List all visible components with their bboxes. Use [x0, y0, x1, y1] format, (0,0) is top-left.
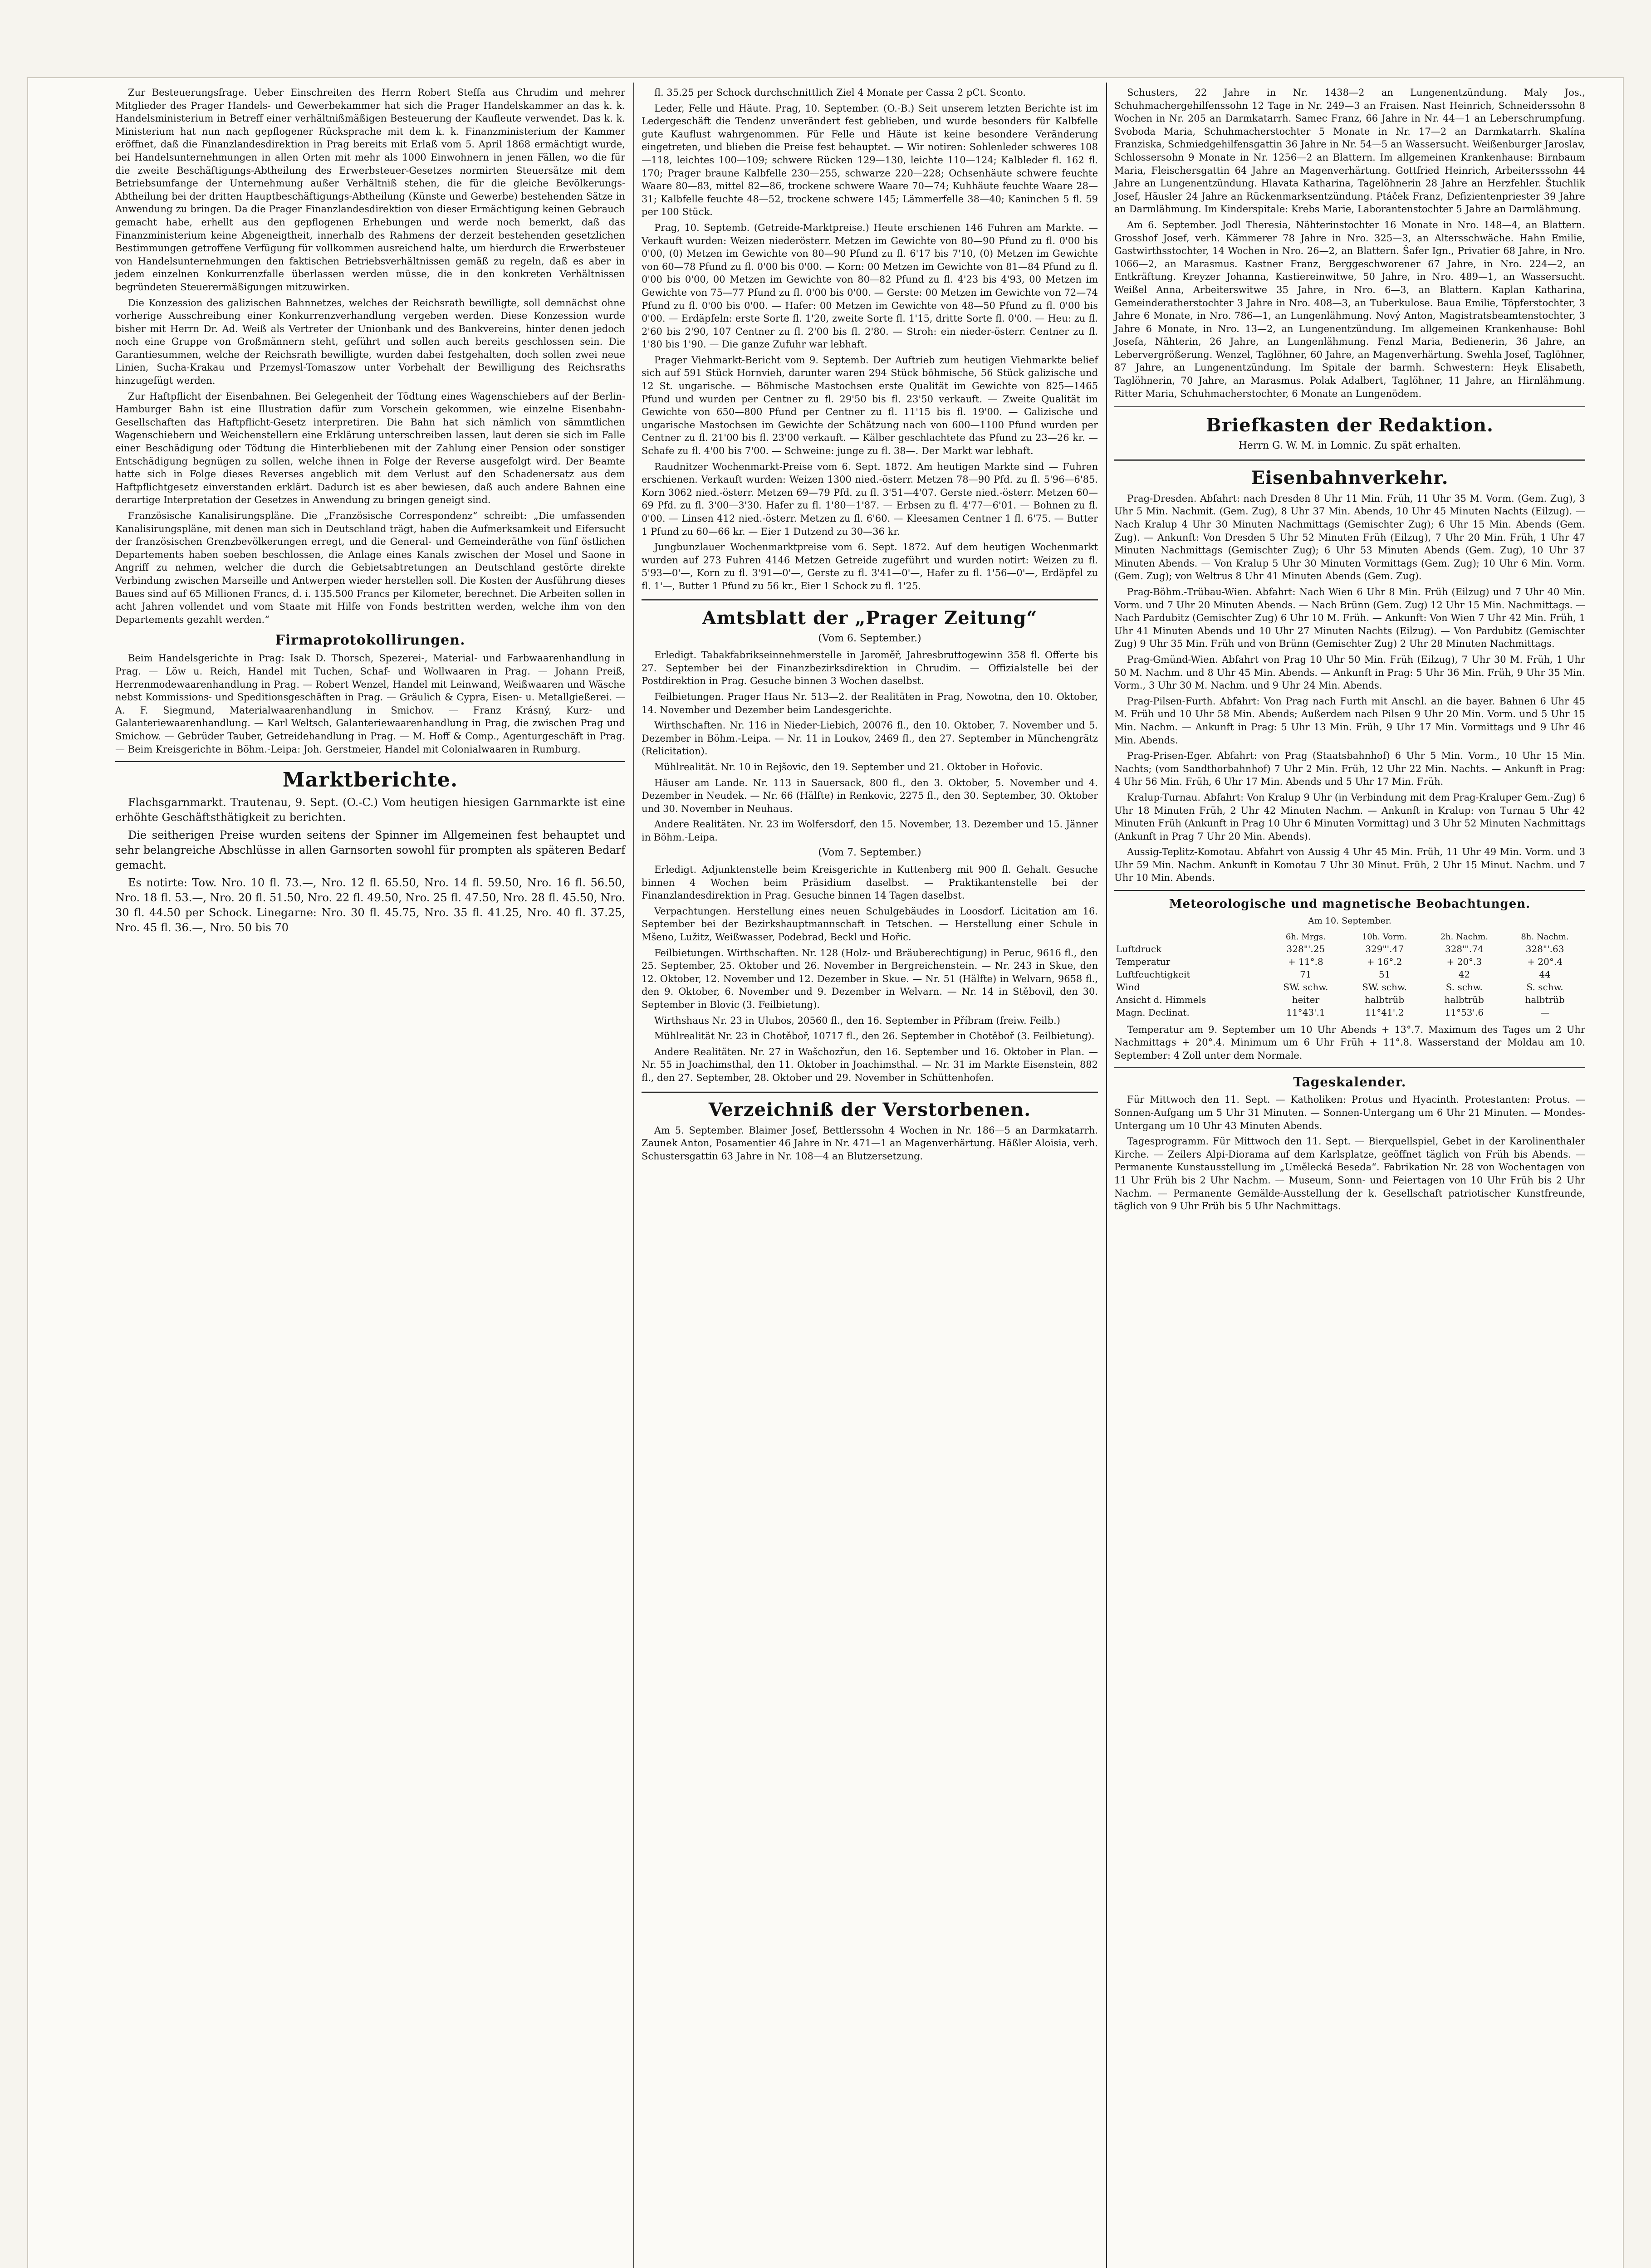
- heading-firmaprotokollirungen: Firmaprotokollirungen.: [275, 632, 465, 649]
- meteo-notes: Temperatur am 9. September um 10 Uhr Abends + 13°.7. Maximum des Tages um 2 Uhr Nachmittags + 20°.4. Minimum um 6 Uhr Früh + 11°.8. Wasserstand der Moldau am 10. September: 4 Zoll unter dem Normale.: [1114, 1024, 1585, 1061]
- bahn-prag-wien: Prag-Böhm.-Trübau-Wien. Abfahrt: Nach Wien 6 Uhr 8 Min. Früh (Eilzug) und 7 Uhr 40 Min. Vorm. und 7 Uhr 20 Minuten Abends. — Nach Brünn (Gem. Zug) 12 Uhr 15 Min. Nachmittags. — Nach Pardubitz (Gemischter Zug) 6 Uhr 10 M. Früh. — Ankunft: Von Wien 7 Uhr 42 Min. Früh, 1 Uhr 41 Minuten Abends und 10 Uhr 27 Minuten Nachts (Eilzug). — Von Pardubitz (Gemischter Zug) 9 Uhr 35 Min. Früh und von Brünn (Gemischter Zug) 2 Uhr 28 Minuten Nachmittags.: [1114, 587, 1585, 650]
- article-flachsgarn-notiz: Es notirte: Tow. Nro. 10 fl. 73.—, Nro. 12 fl. 65.50, Nro. 14 fl. 59.50, Nro. 16 fl. 56.50, Nro. 18 fl. 53.—, Nro. 20 fl. 51.50, Nro. 22 fl. 49.50, Nro. 25 fl. 47.50, Nro. 28 fl. 45.50, Nro. 30 fl. 44.50 per Schock. Linegarne: Nro. 30 fl. 45.75, Nro. 35 fl. 41.25, Nro. 40 fl. 37.25, Nro. 45 fl. 36.—, Nro. 50 bis 70: [115, 876, 625, 934]
- meteo-cell: 11°41'.2: [1365, 1007, 1404, 1018]
- article-konzession: Die Konzession des galizischen Bahnnetzes, welches der Reichsrath bewilligte, soll demnächst ohne vorherige Ausschreibung einer Konkurrenzverhandlung vergeben werden. Diese Konzession wurde bisher mit Herrn Dr. Ad. Weiß als Vertreter der Unionbank und des Bankvereins, hinter denen jedoch noch eine Gruppe von Großmännern steht, geführt und sollen auch bereits geschlossen sein. Die Garantiesummen, welche der Reichsrath bewilligte, wurden dabei festgehalten, doch sollen zwei neue Linien, Sucha-Krakau und Przemysl-Tomaszow unter Vorbehalt der Bewilligung des Reichsraths hinzugefügt werden.: [115, 297, 625, 386]
- article-jungbunzlau: Jungbunzlauer Wochenmarktpreise vom 6. Sept. 1872. Auf dem heutigen Wochenmarkt wurden auf 273 Fuhren 4146 Metzen Getreide zugeführt und wurden notirt: Weizen zu fl. 5'93—0'—, Korn zu fl. 3'91—0'—, Gerste zu fl. 3'41—0'—, Hafer zu fl. 1'56—0'—, Erdäpfel zu fl. 1'—, Butter 1 Pfund zu 56 kr., Eier 1 Schock zu fl. 1'25.: [642, 542, 1098, 591]
- meteo-date: Am 10. September.: [1308, 916, 1391, 926]
- divider: [1114, 1067, 1585, 1068]
- meteo-header-cell: 6h. Mrgs.: [1285, 932, 1326, 942]
- meteo-row: [1114, 993, 1585, 1006]
- divider: [1114, 406, 1585, 408]
- meteo-cell: S. schw.: [1445, 981, 1483, 992]
- article-leder: Leder, Felle und Häute. Prag, 10. September. (O.-B.) Seit unserem letzten Berichte ist im Ledergeschäft die Tendenz unverändert fest geblieben, und wurde besonders für Kalbfelle gute Kauflust wahrgenommen. Für Felle und Häute ist keine besondere Veränderung eingetreten, und blieben die Preise fest behauptet. — Wir notiren: Sohlenleder schweres 108—118, leichtes 100—109; schwere Rücken 129—130, leichte 110—124; Kalbleder fl. 162 fl. 170; Prager braune Kalbfelle 230—255, schwarze 220—228; Ochsenhäute schwere feuchte Waare 80—83, mittel 82—86, trockene schwere Waare 70—74; Kuhhäute feuchte Waare 28—31; Kalbfelle feuchte 48—52, trockene schwere 145; Lämmerfelle 38—40; Kaninchen 5 fl. 59 per 100 Stück.: [642, 103, 1098, 218]
- meteo-cell: Magn. Declinat.: [1116, 1007, 1190, 1018]
- meteo-cell: 71: [1300, 968, 1312, 980]
- bahn-aussig-komotau: Aussig-Teplitz-Komotau. Abfahrt von Aussig 4 Uhr 45 Min. Früh, 11 Uhr 49 Min. Vorm. und 3 Uhr 59 Min. Nachm. Ankunft in Komotau 7 Uhr 30 Minut. Früh, 2 Uhr 15 Minut. Nachm. und 7 Uhr 10 Min. Abends.: [1114, 846, 1585, 884]
- verstorbene-5-sept: Am 5. September. Blaimer Josef, Bettlerssohn 4 Wochen in Nr. 186—5 an Darmkatarrh. Zaunek Anton, Posamentier 46 Jahre in Nr. 471—1 an Magenverhärtung. Häßler Aloisia, verh. Schustersgattin 63 Jahre in Nr. 108—4 an Blutzersetzung.: [642, 1124, 1098, 1162]
- amtsblatt-feilbietungen-2: Feilbietungen. Wirthschaften. Nr. 128 (Holz- und Bräuberechtigung) in Peruc, 9616 fl., den 25. September, 25. Oktober und 26. November in Bergreichenstein. — Nr. 243 in Skue, den 12. Oktober, 12. November und 12. Dezember in Skue. — Nr. 51 (Hälfte) in Welvarn, 9658 fl., den 9. Oktober, 6. November und 9. Dezember in Welvarn. — Nr. 14 in Stěbovil, den 30. September in Blovic (3. Feilbietung).: [642, 947, 1098, 1010]
- meteo-row: [1114, 968, 1585, 981]
- article-getreide-markt: Prag, 10. Septemb. (Getreide-Marktpreise.) Heute erschienen 146 Fuhren am Markte. — Verkauft wurden: Weizen niederösterr. Metzen im Gewichte von 80—90 Pfund zu fl. 0'00 bis 0'00, (0) Metzen im Gewichte von 80—90 Pfund zu fl. 6'17 bis 7'10, (0) Metzen im Gewichte von 60—78 Pfund zu fl. 0'00 bis 0'00. — Korn: 00 Metzen im Gewichte von 81—84 Pfund zu fl. 0'00 bis 0'00, 00 Metzen im Gewichte von 80—82 Pfund zu fl. 4'23 bis 4'93, 00 Metzen im Gewichte von 75—77 Pfund zu fl. 0'00 bis 0'00. — Gerste: 00 Metzen im Gewichte von 72—74 Pfund zu fl. 0'00 bis 0'00. — Hafer: 00 Metzen im Gewichte von 48—50 Pfund zu fl. 0'00 bis 0'00. — Erdäpfeln: erste Sorte fl. 1'20, zweite Sorte fl. 1'15, dritte Sorte fl. 0'00. — Heu: zu fl. 2'60 bis 2'90, 107 Centner zu fl. 2'00 bis fl. 2'80. — Stroh: ein nieder-österr. Centner zu fl. 1'80 bis 1'90. — Die ganze Zufuhr war lebhaft.: [642, 222, 1098, 350]
- meteo-cell: + 20°.3: [1446, 956, 1482, 967]
- divider: [642, 599, 1098, 601]
- amtsblatt-wirthshaus: Wirthshaus Nr. 23 in Ulubos, 20560 fl., den 16. September in Příbram (freiw. Feilb.): [654, 1015, 1060, 1026]
- article-flachsgarnmarkt: Flachsgarnmarkt. Trautenau, 9. Sept. (O.-C.) Vom heutigen hiesigen Garnmarkte ist eine erhöhte Geschäftsthätigkeit zu berichten.: [115, 796, 625, 824]
- article-flachsgarn-fortsetzung: fl. 35.25 per Schock durchschnittlich Ziel 4 Monate per Cassa 2 pCt. Sconto.: [654, 87, 1026, 98]
- heading-verstorbene: Verzeichniß der Verstorbenen.: [708, 1099, 1031, 1120]
- meteo-header-cell: 8h. Nachm.: [1521, 932, 1569, 942]
- meteo-cell: + 20°.4: [1527, 956, 1563, 967]
- meteo-cell: + 16°.2: [1367, 956, 1402, 967]
- meteo-cell: S. schw.: [1526, 981, 1563, 992]
- amtsblatt-muehlrealitaet: Mühlrealität. Nr. 10 in Rejšovic, den 19. September und 21. Oktober in Hořovic.: [654, 761, 1043, 772]
- article-kanalisirung: Französische Kanalisirungspläne. Die „Französische Correspondenz“ schreibt: „Die umfassenden Kanalisirungspläne, mit denen man sich in Deutschland trägt, haben die Aufmerksamkeit und Eifersucht der französischen Grenzbevölkerungen erregt, und die General- und Gemeinderäthe von fünf östlichen Departements haben soeben beschlossen, die Anlage eines Kanals zwischen der Mosel und Saone in Angriff zu nehmen, welcher die durch die Gebietsabtretungen an Deutschland gestörte direkte Verbindung zwischen Marseille und Antwerpen wieder herstellen soll. Die Kosten der Ausführung dieses Baues sind auf 65 Millionen Francs, d. i. 135.500 Francs per Kilometer, berechnet. Die Arbeiten sollen in acht Jahren vollendet und vom Staate mit Hilfe von Fonds bestritten werden, welche ihm von den Departements gezahlt werden.“: [115, 510, 625, 625]
- verstorbene-6-sept: Am 6. September. Jodl Theresia, Nähterinstochter 16 Monate in Nro. 148—4, an Blattern. Grosshof Josef, verh. Kämmerer 78 Jahre in Nro. 325—3, an Altersschwäche. Hahn Emilie, Gastwirthsstochter, 14 Wochen in Nro. 26—2, an Blattern. Šafer Ign., Privatier 68 Jahre, in Nro. 1066—2, an Marasmus. Kastner Franz, Berggeschworener 67 Jahre, in Nro. 224—2, an Entkräftung. Kreyzer Johanna, Kastiereinwitwe, 50 Jahre, in Nro. 489—1, an Wassersucht. Weißel Anna, Arbeiterswitwe 35 Jahre, in Nro. 6—3, an Blattern. Kaplan Katharina, Gemeinderatherstochter 3 Jahre in Nro. 408—3, an Tuberkulose. Baua Emilie, Töpferstochter, 3 Jahre 6 Monate, in Nro. 786—1, an Lungenlähmung. Nový Anton, Magistratsbeamtenstochter, 3 Jahre 6 Monate, in Nro. 13—2, an Lungenentzündung. Im allgemeinen Krankenhause: Bohl Josefa, Nähterin, 26 Jahre, an Lungenlähmung. Fenzl Maria, Bedienerin, 36 Jahre, an Lebervergrößerung. Wenzel, Taglöhner, 60 Jahre, an Magenverhärtung. Swehla Josef, Taglöhner, 87 Jahre, an Lungenentzündung. Im Spitale der barmh. Schwestern: Heyk Elisabeth, Taglöhnerin, 70 Jahre, an Marasmus. Polak Adalbert, Taglöhner, 11 Jahre, an Hirnlähmung. Ritter Maria, Schuhmacherstochter, 6 Monate an Lungenödem.: [1114, 219, 1585, 399]
- article-viehmarkt: Prager Viehmarkt-Bericht vom 9. Septemb. Der Auftrieb zum heutigen Viehmarkte belief sich auf 591 Stück Hornvieh, darunter waren 294 Stück böhmische, 56 Stück galizische und 12 St. ungarische. — Böhmische Mastochsen erste Qualität im Gewichte von 825—1465 Pfund und wurden per Centner zu fl. 29'50 bis fl. 23'50 verkauft. — Zweite Qualität im Gewichte von 650—800 Pfund per Centner zu fl. 11'15 bis fl. 19'00. — Galizische und ungarische Mastochsen im Gewichte der Schätzung nach von 600—1100 Pfund wurden per Centner zu fl. 21'00 bis fl. 23'00 verkauft. — Kälber geschlachtete das Pfund zu 23—26 kr. — Schafe zu fl. 4'00 bis 7'00. — Schweine: junge zu fl. 38—. Der Markt war lebhaft.: [642, 354, 1098, 457]
- amtsblatt-date: (Vom 6. September.): [818, 632, 921, 644]
- column-1: [108, 86, 632, 2268]
- article-haftpflicht: Zur Haftpflicht der Eisenbahnen. Bei Gelegenheit der Tödtung eines Wagenschiebers auf der Berlin-Hamburger Bahn ist eine Illustration dafür zum Vorschein gekommen, wie einzelne Eisenbahn-Gesellschaften das Haftpflicht-Gesetz interpretiren. Die Bahn hat sich nämlich von sämmtlichen Wagenschiebern und Weichenstellern eine Erklärung unterschreiben lassen, laut deren sie sich im Falle einer Beschädigung oder Tödtung die Hinterbliebenen mit der Zahlung einer Pension oder sonstiger Entschädigung begnügen zu sollen, welche ihnen in Folge der Reverse ausgefolgt wird. Der Beamte hatte sich in Folge dieses Reverses angeblich mit dem Verlust auf den Schadenersatz aus dem Haftpflichtgesetz einverstanden erklärt. Dadurch ist es aber bewiesen, daß auch andere Bahnen eine derartige Interpretation der Gesetzes in Anwendung zu bringen geneigt sind.: [115, 391, 625, 506]
- meteo-cell: + 11°.8: [1288, 956, 1323, 967]
- briefkasten-text: Herrn G. W. M. in Lomnic. Zu spät erhalten.: [1238, 440, 1461, 452]
- tageskalender-text: Für Mittwoch den 11. Sept. — Katholiken: Protus und Hyacinth. Protestanten: Protus. — Sonnen-Aufgang um 5 Uhr 31 Minuten. — Sonnen-Untergang um 6 Uhr 21 Minuten. — Mondes-Untergang um 10 Uhr 43 Minuten Abends.: [1114, 1094, 1585, 1131]
- amtsblatt-muehlrealitaet-2: Mühlrealität Nr. 23 in Chotěboř, 10717 fl., den 26. September in Chotěboř (3. Feilbietung).: [654, 1031, 1095, 1042]
- meteo-header-cell: 10h. Vorm.: [1362, 932, 1407, 942]
- meteo-cell: 11°53'.6: [1445, 1007, 1484, 1018]
- bahn-prag-dresden: Prag-Dresden. Abfahrt: nach Dresden 8 Uhr 11 Min. Früh, 11 Uhr 35 M. Vorm. (Gem. Zug), 3 Uhr 5 Min. Nachmit. (Gem. Zug), 8 Uhr 37 Min. Abends, 10 Uhr 45 Minuten Nachts (Eilzug). — Nach Kralup 4 Uhr 30 Minuten Nachmittags (Gemischter Zug); 6 Uhr 15 Min. Abends (Gem. Zug). — Ankunft: Von Dresden 5 Uhr 52 Minuten Früh (Eilzug), 7 Uhr 20 Min. Früh, 1 Uhr 47 Minuten Nachmittags (Gemischter Zug); 6 Uhr 53 Minuten Abends (Gem. Zug), 10 Uhr 37 Minuten Abends. — Von Kralup 5 Uhr 30 Minuten Vormittags (Gem. Zug); 10 Uhr 6 Min. Vorm. (Gem. Zug); von Weltrus 8 Uhr 41 Minuten Abends (Gem. Zug).: [1114, 493, 1585, 582]
- meteo-cell: 42: [1458, 968, 1470, 980]
- meteo-cell: 328"'.63: [1525, 943, 1564, 954]
- meteo-cell: heiter: [1292, 994, 1320, 1005]
- amtsblatt-erledigt: Erledigt. Tabakfabrikseinnehmerstelle in Jaroměř, Jahresbruttogewinn 358 fl. Offerte bis 27. September bei der Finanzbezirksdirektion in Chrudim. — Offizialstelle bei der Postdirektion in Prag. Gesuche binnen 3 Wochen daselbst.: [642, 650, 1098, 687]
- heading-tageskalender: Tageskalender.: [1293, 1075, 1406, 1090]
- article-firmaprotokollirungen: Beim Handelsgerichte in Prag: Isak D. Thorsch, Spezerei-, Material- und Farbwaarenhandlung in Prag. — Löw u. Reich, Handel mit Tuchen, Schaf- und Wollwaaren in Prag. — Johann Preiß, Herrenmodewaarenhandlung in Prag. — Robert Wenzel, Handel mit Leinwand, Weißwaaren und Wäsche nebst Kommissions- und Speditionsgeschäften in Prag. — Gräulich & Cypra, Eisen- u. Metallgießerei. — A. F. Siegmund, Materialwaarenhandlung in Smichov. — Franz Krásný, Kurz- und Galanteriewaarenhandlung. — Karl Weltsch, Galanteriewaarenhandlung in Prag, die zwischen Prag und Smichow. — Gebrüder Tauber, Getreidehandlung in Prag. — M. Hoff & Comp., Agenturgeschäft in Prag. — Beim Kreisgerichte in Böhm.-Leipa: Joh. Gerstmeier, Handel mit Colonialwaaren in Rumburg.: [115, 653, 625, 755]
- meteo-cell: Wind: [1116, 981, 1140, 992]
- meteo-cell: —: [1540, 1007, 1550, 1018]
- heading-marktberichte: Marktberichte.: [282, 768, 458, 792]
- meteo-cell: 329"'.47: [1365, 943, 1404, 954]
- column-3: [1107, 86, 1592, 2268]
- meteo-cell: halbtrüb: [1444, 994, 1484, 1005]
- meteo-cell: 328"'.25: [1286, 943, 1325, 954]
- meteo-table: [1114, 931, 1585, 1019]
- meteo-cell: SW. schw.: [1283, 981, 1328, 992]
- heading-eisenbahnverkehr: Eisenbahnverkehr.: [1251, 467, 1449, 489]
- meteo-row: [1114, 955, 1585, 968]
- amtsblatt-andere: Andere Realitäten. Nr. 23 im Wolfersdorf, den 15. November, 13. Dezember und 15. Jänner in Böhm.-Leipa.: [642, 819, 1098, 843]
- article-flachsgarn-preise: Die seitherigen Preise wurden seitens der Spinner im Allgemeinen fest behauptet und sehr belangreiche Abschlüsse in allen Garnsorten sowohl für prompten als späteren Bedarf gemacht.: [115, 829, 625, 872]
- meteo-row: [1114, 981, 1585, 993]
- bahn-prag-eger: Prag-Prisen-Eger. Abfahrt: von Prag (Staatsbahnhof) 6 Uhr 5 Min. Vorm., 10 Uhr 15 Min. Nachts; (vom Sandthorbahnhof) 7 Uhr 2 Min. Früh, 12 Uhr 22 Min. Nachts. — Ankunft in Prag: 4 Uhr 56 Min. Früh, 6 Uhr 17 Min. Abends und 5 Uhr 17 Min. Früh.: [1114, 750, 1585, 787]
- amtsblatt-haeuser: Häuser am Lande. Nr. 113 in Sauersack, 800 fl., den 3. Oktober, 5. November und 4. Dezember in Neudek. — Nr. 66 (Hälfte) in Renkovic, 2275 fl., den 30. September, 30. Oktober und 30. November in Neuhaus.: [642, 777, 1098, 814]
- amtsblatt-wirthschaften: Wirthschaften. Nr. 116 in Nieder-Liebich, 20076 fl., den 10. Oktober, 7. November und 5. Dezember in Böhm.-Leipa. — Nr. 11 in Loukov, 2469 fl., den 27. September in Münchengrätz (Relicitation).: [642, 720, 1098, 757]
- meteo-row: [1114, 1006, 1585, 1019]
- heading-meteorologie: Meteorologische und magnetische Beobachtungen.: [1169, 897, 1531, 911]
- heading-amtsblatt: Amtsblatt der „Prager Zeitung“: [702, 607, 1038, 629]
- meteo-cell: Ansicht d. Himmels: [1116, 994, 1206, 1005]
- bahn-prag-pilsen: Prag-Pilsen-Furth. Abfahrt: Von Prag nach Furth mit Anschl. an die bayer. Bahnen 6 Uhr 45 M. Früh und 10 Uhr 58 Min. Abends; Außerdem nach Pilsen 9 Uhr 20 Min. Vorm. und 5 Uhr 15 Min. Nachm. — Ankunft in Prag: 5 Uhr 13 Min. Früh, 9 Uhr 17 Min. Vormittags und 9 Uhr 46 Min. Abends.: [1114, 695, 1585, 746]
- meteo-cell: Luftdruck: [1116, 943, 1162, 954]
- meteo-cell: Temperatur: [1116, 956, 1171, 967]
- amtsblatt-date-2: (Vom 7. September.): [818, 847, 921, 859]
- meteo-header-cell: [1114, 931, 1266, 943]
- meteo-cell: Luftfeuchtigkeit: [1116, 968, 1190, 980]
- divider: [115, 761, 625, 762]
- bahn-kralup-turnau: Kralup-Turnau. Abfahrt: Von Kralup 9 Uhr (in Verbindung mit dem Prag-Kraluper Gem.-Zug) 6 Uhr 18 Minuten Früh, 2 Uhr 42 Minuten Nachm. — Ankunft in Kralup: von Turnau 5 Uhr 42 Minuten Früh (Ankunft in Prag 10 Uhr 6 Minuten Vormittag) und 3 Uhr 52 Minuten Nachmittags (Ankunft in Prag 7 Uhr 20 Min. Abends).: [1114, 792, 1585, 842]
- bahn-prag-gmuend: Prag-Gmünd-Wien. Abfahrt von Prag 10 Uhr 50 Min. Früh (Eilzug), 7 Uhr 30 M. Früh, 1 Uhr 50 M. Nachm. und 8 Uhr 45 Min. Abends. — Ankunft in Prag: 5 Uhr 36 Min. Früh, 9 Uhr 35 Min. Vorm., 3 Uhr 30 M. Nachm. und 9 Uhr 24 Min. Abends.: [1114, 654, 1585, 691]
- meteo-row: [1114, 943, 1585, 955]
- meteo-cell: 51: [1378, 968, 1391, 980]
- amtsblatt-andere-2: Andere Realitäten. Nr. 27 in Wašchozřun, den 16. September und 16. Oktober in Plan. — Nr. 55 in Joachimsthal, den 11. Oktober in Joachimsthal. — Nr. 31 im Markte Eisenstein, 882 fl., den 27. September, 28. Oktober und 29. November in Schüttenhofen.: [642, 1046, 1098, 1083]
- divider: [642, 1091, 1098, 1093]
- amtsblatt-erledigt-2: Erledigt. Adjunktenstelle beim Kreisgerichte in Kuttenberg mit 900 fl. Gehalt. Gesuche binnen 4 Wochen beim Präsidium daselbst. — Praktikantenstelle bei der Finanzlandesdirektion in Prag. Gesuche binnen 14 Tagen daselbst.: [642, 864, 1098, 901]
- divider: [1114, 459, 1585, 461]
- newspaper-page: [27, 77, 1624, 2268]
- meteo-cell: 44: [1539, 968, 1551, 980]
- article-raudnitz: Raudnitzer Wochenmarkt-Preise vom 6. Sept. 1872. Am heutigen Markte sind — Fuhren erschienen. Verkauft wurden: Weizen 1300 nied.-österr. Metzen 78—90 Pfd. zu fl. 5'96—6'85. Korn 3062 nied.-österr. Metzen 69—79 Pfd. zu fl. 3'51—4'07. Gerste nied.-österr. Metzen 60—69 Pfd. zu fl. 3'00—3'30. Hafer zu fl. 1'80—1'87. — Erbsen zu fl. 4'77—6'01. — Bohnen zu fl. 0'00. — Linsen 412 nied.-österr. Metzen zu fl. 6'60. — Kleesamen Centner 1 fl. 6'75. — Butter 1 Pfund zu 60—66 kr. — Eier 1 Dutzend zu 30—36 kr.: [642, 461, 1098, 537]
- meteo-cell: halbtrüb: [1364, 994, 1405, 1005]
- heading-briefkasten: Briefkasten der Redaktion.: [1206, 415, 1494, 436]
- amtsblatt-verpachtungen: Verpachtungen. Herstellung eines neuen Schulgebäudes in Loosdorf. Licitation am 16. September bei der Bezirkshauptmannschaft in Tetschen. — Herstellung einer Schule in Mšeno, Lužitz, Weißwasser, Podebrad, Beckl und Hořic.: [642, 905, 1098, 943]
- meteo-cell: 328"'.74: [1445, 943, 1484, 954]
- amtsblatt-feilbietungen: Feilbietungen. Prager Haus Nr. 513—2. der Realitäten in Prag, Nowotna, den 10. Oktober, 14. November und Dezember beim Landesgerichte.: [642, 691, 1098, 715]
- verstorbene-fortsetzung: Schusters, 22 Jahre in Nr. 1438—2 an Lungenentzündung. Maly Jos., Schuhmachergehilfenssohn 12 Tage in Nr. 249—3 an Fraisen. Nast Heinrich, Schneiderssohn 8 Wochen in Nr. 205 an Darmkatarrh. Samec Franz, 66 Jahre in Nr. 44—1 an Leberschrumpfung. Svoboda Maria, Schuhmacherstochter 5 Monate in Nr. 17—2 an Darmkatarrh. Skalína Franziska, Schmiedgehilfensgattin 36 Jahre in Nr. 54—5 an Wassersucht. Weißenburger Jaroslav, Schlossersohn 9 Monate in Nr. 1256—2 an Blattern. Im allgemeinen Krankenhause: Birnbaum Maria, Fleischersgattin 64 Jahre an Magenverhärtung. Gottfried Heinrich, Arbeitersssohn 44 Jahre an Lungenentzündung. Hlavata Katharina, Tagelöhnerin 28 Jahre an Herzfehler. Štuchlik Josef, Häusler 24 Jahre an Rückenmarksentzündung. Ptáček Franz, Defizientenpriester 39 Jahre an Darmlähmung. Im Kinderspitale: Krebs Marie, Laborantenstochter 5 Jahre an Darmlähmung.: [1114, 87, 1585, 215]
- column-2: [634, 86, 1105, 2268]
- article-besteuerung: Zur Besteuerungsfrage. Ueber Einschreiten des Herrn Robert Steffa aus Chrudim und mehrer Mitglieder des Prager Handels- und Gewerbekammer hat sich die Prager Handelskammer an das k. k. Handelsministerium in Betreff einer verhältnißmäßigen Besteuerung der Kaufleute verwendet. Das k. k. Ministerium hat nun nach gepflogener Rücksprache mit dem k. k. Finanzministerium der Kammer eröffnet, daß die Finanzlandesdirektion in Prag bereits mit Erlaß vom 5. April 1868 ermächtigt wurde, bei Handelsunternehmungen in allen Orten mit mehr als 1000 Einwohnern in jenen Fällen, wo die für die zweite Beschäftigungs-Abtheilung des Erwerbsteuer-Gesetzes normirten Steuersätze mit dem Betriebsumfange der Unternehmung außer Verhältniß stehen, die für die gleiche Bevölkerungs-Abtheilung bei der dritten Hauptbeschäftigungs-Abtheilung (Künste und Gewerbe) bestehenden Sätze in Anwendung zu bringen. Da die Prager Finanzlandesdirektion von dieser Ermächtigung keinen Gebrauch gemacht habe, erhellt aus den gepflogenen Erhebungen und werde noch bemerkt, daß das Finanzministerium keine Abgeneigtheit, innerhalb des Rahmens der derzeit bestehenden gesetzlichen Bestimmungen getroffene Verfügung für vollkommen ausreichend halte, um hierdurch die Erwerbsteuer von Handelsunternehmungen den faktischen Betriebsverhältnissen gemäß zu regeln, daß es aber in jedem einzelnen Konkurrenzfalle überlassen werden müsse, die in den konkreten Verhältnissen begründeten Steuerermäßigungen mitzuwirken.: [115, 87, 625, 293]
- meteo-cell: halbtrüb: [1525, 994, 1565, 1005]
- meteo-header-row: [1114, 931, 1585, 943]
- meteo-header-cell: 2h. Nachm.: [1440, 932, 1489, 942]
- tagesprogramm-text: Tagesprogramm. Für Mittwoch den 11. Sept. — Bierquellspiel, Gebet in der Karolinenthaler Kirche. — Zeilers Alpi-Diorama auf dem Karlsplatze, geöffnet täglich von Früh bis Abends. — Permanente Kunstausstellung im „Umělecká Beseda“. Fabrikation Nr. 28 von Wochentagen von 11 Uhr Früh bis 2 Uhr Nachm. — Museum, Sonn- und Feiertagen von 10 Uhr Früh bis 2 Uhr Nachm. — Permanente Gemälde-Ausstellung der k. Gesellschaft patriotischer Kunstfreunde, täglich von 9 Uhr Früh bis 5 Uhr Nachmittags.: [1114, 1136, 1585, 1212]
- divider: [1114, 890, 1585, 891]
- meteo-cell: 11°43'.1: [1286, 1007, 1325, 1018]
- meteo-cell: SW. schw.: [1362, 981, 1407, 992]
